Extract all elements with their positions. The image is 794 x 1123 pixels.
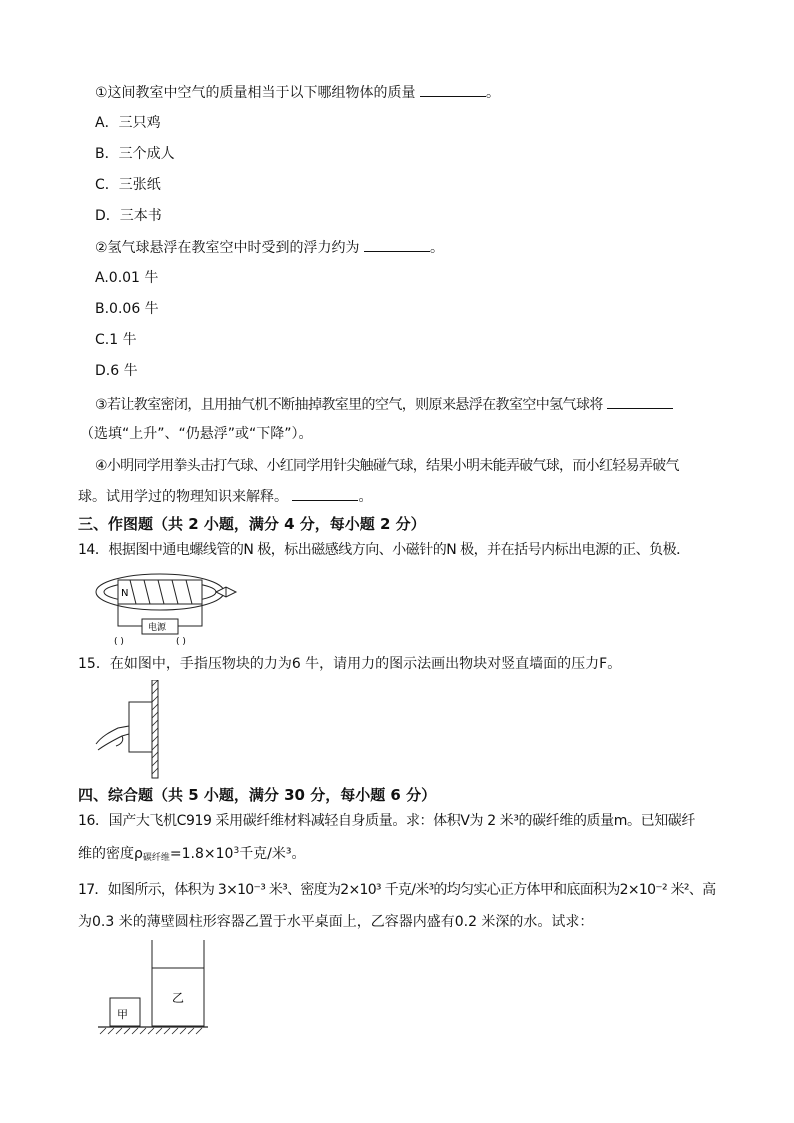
left-terminal-bracket: ( ) <box>114 637 124 647</box>
answer-blank[interactable] <box>364 237 430 252</box>
hand-finger-icon <box>96 726 129 750</box>
right-terminal-bracket: ( ) <box>176 637 186 647</box>
wall-block-figure <box>92 680 172 780</box>
q14-text: 14．根据图中通电螺线管的N 极，标出磁感线方向、小磁针的N 极，并在括号内标出电源的正、负极． <box>78 542 690 558</box>
solenoid-figure <box>90 568 270 648</box>
container-yi <box>152 940 204 1026</box>
q16-line2: 维的密度$\rho_{碳纤维}=1.8\times 10^3$千克/米³。 <box>78 846 306 863</box>
q4-line2: 球。试用学过的物理知识来解释。 。 <box>78 486 372 507</box>
section-heading-4: 四、综合题（共 5 小题，满分 30 分，每小题 6 分） <box>78 786 437 804</box>
q2-option-d: D.6 牛 <box>95 363 138 379</box>
q3-line2: （选填“上升”、“仍悬浮”或“下降”）。 <box>80 426 313 442</box>
q2-stem: ②氢气球悬浮在教室空中时受到的浮力约为 。 <box>95 237 444 258</box>
q4-line1: ④小明同学用拳头击打气球、小红同学用针尖触碰气球，结果小明未能弄破气球，而小红轻易弄破气 <box>95 458 679 474</box>
q17-line2: 为0.3 米的薄壁圆柱形容器乙置于水平桌面上，乙容器内盛有0.2 米深的水。试求： <box>78 914 594 930</box>
container-label: 乙 <box>172 991 185 1005</box>
q1-stem: ①这间教室中空气的质量相当于以下哪组物体的质量 。 <box>95 82 500 103</box>
q1-option-c: C．三张纸 <box>95 177 161 193</box>
table-hatching <box>100 1028 202 1034</box>
power-source-label: 电源 <box>148 623 167 633</box>
q2-option-a: A.0.01 牛 <box>95 270 159 286</box>
block <box>129 702 152 752</box>
n-pole-label: N <box>121 588 129 599</box>
q17-line1: 17．如图所示，体积为 3×10⁻³ 米³、密度为2×10³ 千克/米³的均匀实心正方体甲和底面积为2×10⁻² 米²、高 <box>78 882 716 898</box>
answer-blank[interactable] <box>420 82 486 97</box>
answer-blank[interactable] <box>292 486 358 501</box>
q1-option-d: D．三本书 <box>95 208 162 224</box>
section-heading-3: 三、作图题（共 2 小题，满分 4 分，每小题 2 分） <box>78 515 426 533</box>
q3-line1: ③若让教室密闭，且用抽气机不断抽掉教室里的空气，则原来悬浮在教室空中氢气球将 <box>95 394 673 415</box>
q2-option-b: B.0.06 牛 <box>95 301 159 317</box>
cube-container-figure <box>94 940 214 1040</box>
q16-line1: 16．国产大飞机C919 采用碳纤维材料减轻自身质量。求：体积V为 2 米³的碳纤维的质量m。已知碳纤 <box>78 813 695 829</box>
q1-option-b: B．三个成人 <box>95 146 175 162</box>
q2-option-c: C.1 牛 <box>95 332 137 348</box>
cube-label: 甲 <box>117 1008 128 1021</box>
q1-option-a: A．三只鸡 <box>95 115 161 131</box>
answer-blank[interactable] <box>607 394 673 409</box>
q15-text: 15．在如图中，手指压物块的力为6 牛，请用力的图示法画出物块对竖直墙面的压力F。 <box>78 656 622 672</box>
